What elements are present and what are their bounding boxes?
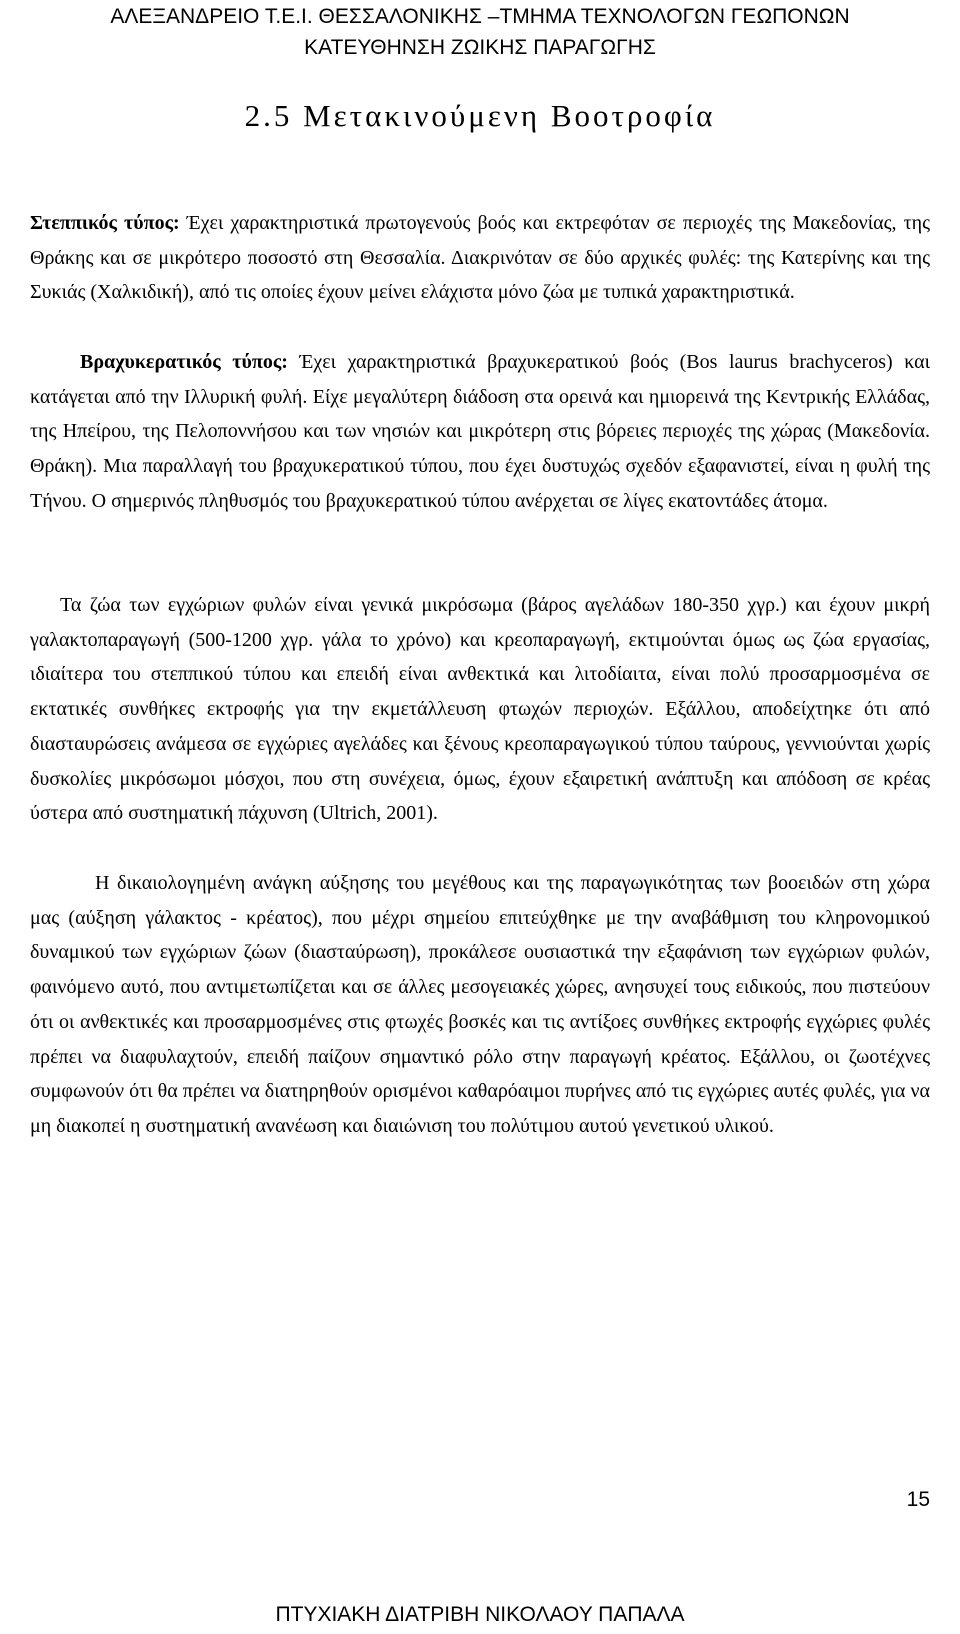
paragraph-brachyceros-type — [30, 345, 930, 519]
header-institution: ΑΛΕΞΑΝΔΡΕΙΟ Τ.Ε.Ι. ΘΕΣΣΑΛΟΝΙΚΗΣ –ΤΜΗΜΑ ΤΕΧΝΟΛΟΓΩΝ ΓΕΩΠΟΝΩΝ — [110, 5, 850, 28]
paragraph-text: Η δικαιολογημένη ανάγκη αύξησης του μεγέθους και της παραγωγικότητας των βοοειδών στη χώρα μας (αύξηση γάλακτος - κρέατος), που μέχρι σημείου επιτεύχθηκε με την αναβάθμιση του κληρονομικού δυναμικού των εγχώριων ζώων (διασταύρωση), προκάλεσε ουσιαστικά την εξαφάνιση των εγχώριων φυλών, φαινόμενο αυτό, που αντιμετωπίζεται και σε άλλες μεσογειακές χώρες, ανησυχεί τους ειδικούς, που πιστεύουν ότι οι ανθεκτικές και προσαρμοσμένες στις φτωχές βοσκές και τις αντίξοες συνθήκες εκτροφής εγχώριες φυλές πρέπει να διαφυλαχτούν, επειδή παίζουν σημαντικό ρόλο στην παραγωγή κρέατος. Εξάλλου, οι ζωοτέχνες συμφωνούν ότι θα πρέπει να διατηρηθούν ορισμένοι καθαρόαιμοι πυρήνες από τις εγχώριες αυτές φυλές, για να μη διακοπεί η συστηματική ανανέωση και διαιώνιση του πολύτιμου αυτού γενετικού υλικού. — [30, 872, 930, 1137]
paragraph-text: Έχει χαρακτηριστικά βραχυκερατικού βοός (Bos laurus brachyceros) και κατάγεται από την Ιλλυρική φυλή. Είχε μεγαλύτερη διάδοση στα ορεινά και ημιορεινά της Κεντρικής Ελλάδας, της Ηπείρου, της Πελοποννήσου και των νησιών και μικρότερη στις βόρειες περιοχές της χώρας (Μακεδονία. Θράκη). Μια παραλλαγή του βραχυκερατικού τύπου, που έχει δυστυχώς σχεδόν εξαφανιστεί, είναι η φυλή της Τήνου. Ο σημερινός πληθυσμός του βραχυκερατικού τύπου ανέρχεται σε λίγες εκατοντάδες άτομα. — [30, 351, 930, 512]
paragraph-text: Έχει χαρακτηριστικά πρωτογενούς βοός και εκτρεφόταν σε περιοχές της Μακεδονίας, της Θράκης και σε μικρότερο ποσοστό στη Θεσσαλία. Διακρινόταν σε δύο αρχικές φυλές: της Κατερίνης και της Συκιάς (Χαλκιδική), από τις οποίες έχουν μείνει ελάχιστα μόνο ζώα με τυπικά χαρακτηριστικά. — [30, 212, 930, 304]
section-title: 2.5 Μετακινούμενη Βοοτροφία — [244, 98, 716, 133]
paragraph-term: Βραχυκερατικός τύπος: — [80, 351, 288, 373]
paragraph-steppe-type — [30, 206, 930, 310]
footer-thesis-author: ΠΤΥΧΙΑΚΗ ΔΙΑΤΡΙΒΗ ΝΙΚΟΛΑΟΥ ΠΑΠΑΛΑ — [275, 1603, 685, 1626]
paragraph-text: Τα ζώα των εγχώριων φυλών είναι γενικά μικρόσωμα (βάρος αγελάδων 180-350 χγρ.) και έχουν μικρή γαλακτοπαραγωγή (500-1200 χγρ. γάλα το χρόνο) και κρεοπαραγωγή, εκτιμούνται όμως ως ζώα εργασίας, ιδιαίτερα του στεππικού τύπου και επειδή είναι ανθεκτικά και λιτοδίαιτα, είναι πολύ προσαρμοσμένα σε εκτατικές συνθήκες εκτροφής για την εκμετάλλευση φτωχών περιοχών. Εξάλλου, αποδείχτηκε ότι από διασταυρώσεις ανάμεσα σε εγχώριες αγελάδες και ξένους κρεοπαραγωγικού τύπου ταύρους, γεννιούνται χωρίς δυσκολίες μικρόσωμοι μόσχοι, που στη συνέχεια, όμως, έχουν εξαιρετική ανάπτυξη και απόδοση σε κρέας ύστερα από συστηματική πάχυνση (Ultrich, 2001). — [30, 594, 930, 825]
paragraph-term: Στεππικός τύπος: — [30, 212, 180, 234]
page-number: 15 — [906, 1488, 930, 1511]
paragraph-native-breeds — [30, 588, 930, 831]
header-department: ΚΑΤΕΥΘΗΝΣΗ ΖΩΙΚΗΣ ΠΑΡΑΓΩΓΗΣ — [304, 36, 656, 59]
paragraph-conservation — [30, 866, 930, 1144]
